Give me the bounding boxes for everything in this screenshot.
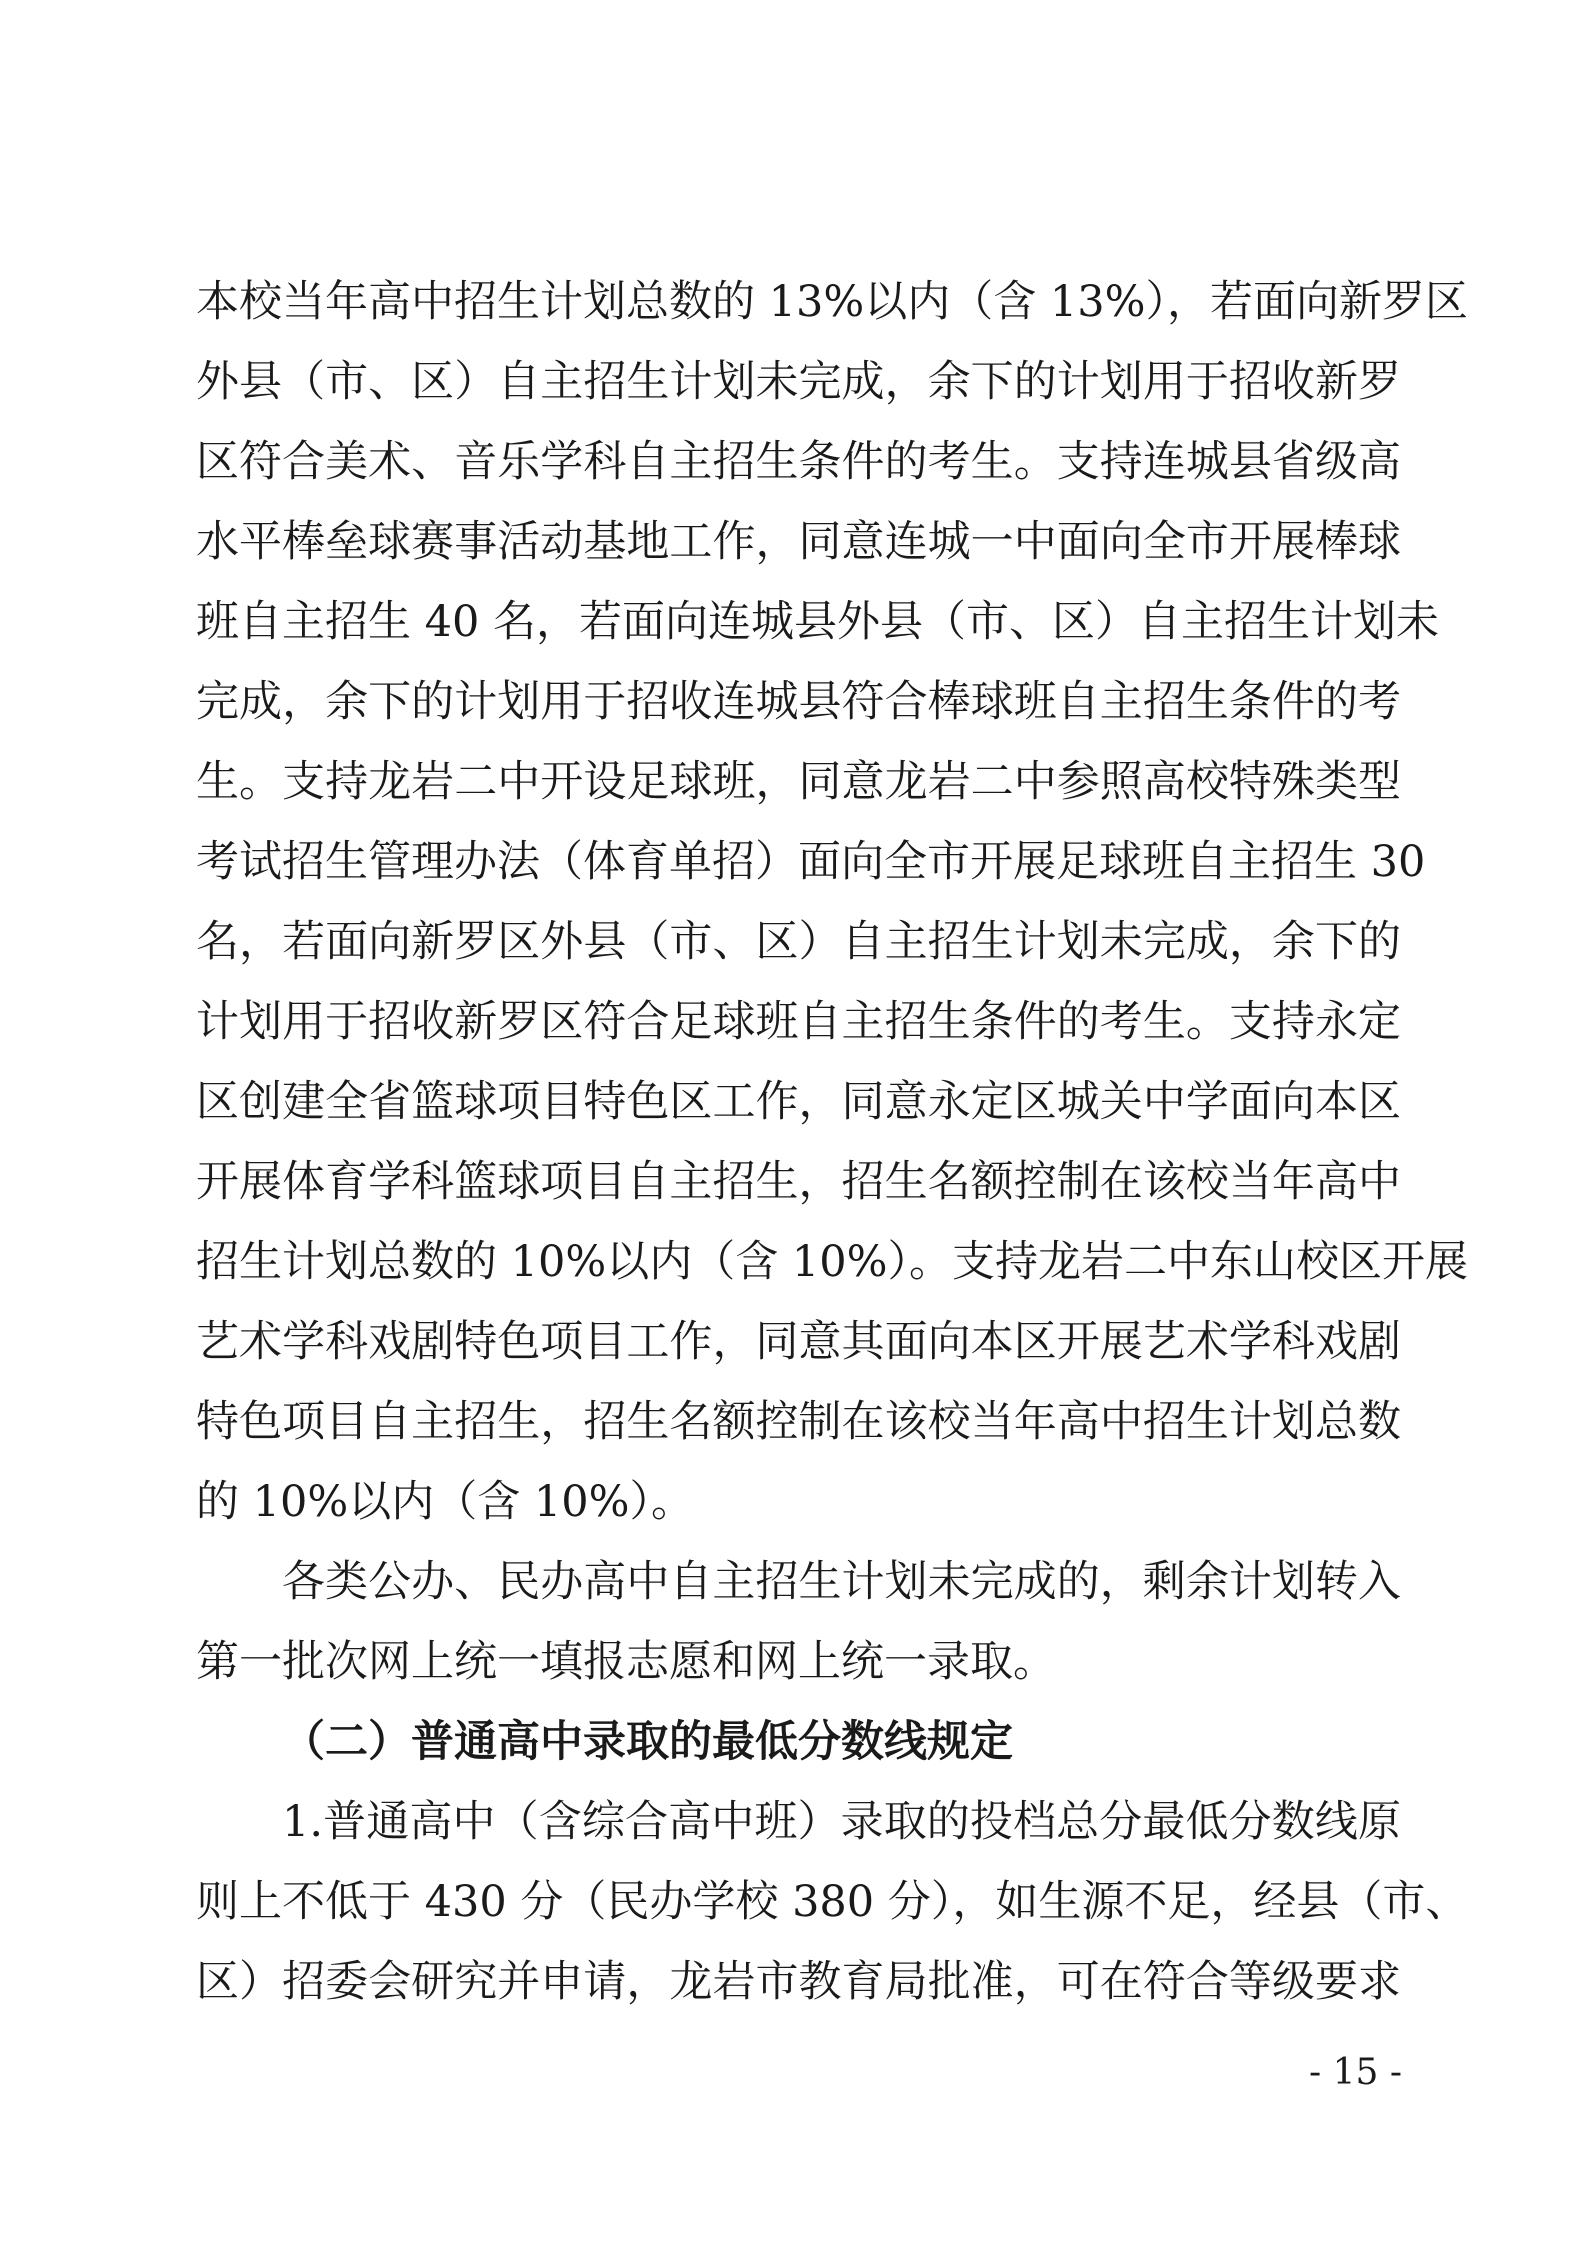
text-line: 考试招生管理办法（体育单招）面向全市开展足球班自主招生 30	[196, 837, 1426, 887]
text-line: 水平棒垒球赛事活动基地工作，同意连城一中面向全市开展棒球	[196, 517, 1401, 567]
text-line: 区符合美术、音乐学科自主招生条件的考生。支持连城县省级高	[196, 437, 1401, 487]
text-line: 艺术学科戏剧特色项目工作，同意其面向本区开展艺术学科戏剧	[196, 1317, 1401, 1367]
text-line: 外县（市、区）自主招生计划未完成，余下的计划用于招收新罗	[196, 357, 1401, 407]
text-line: 特色项目自主招生，招生名额控制在该校当年高中招生计划总数	[196, 1397, 1401, 1447]
page-number: - 15 -	[1308, 2052, 1402, 2093]
section-heading: （二）普通高中录取的最低分数线规定	[282, 1717, 1013, 1767]
text-line: 名，若面向新罗区外县（市、区）自主招生计划未完成，余下的	[196, 917, 1401, 967]
text-line: 区创建全省篮球项目特色区工作，同意永定区城关中学面向本区	[196, 1077, 1401, 1127]
paragraph-first-line: 各类公办、民办高中自主招生计划未完成的，剩余计划转入	[282, 1557, 1401, 1607]
text-line: 区）招委会研究并申请，龙岩市教育局批准，可在符合等级要求	[196, 1957, 1401, 2007]
text-line: 则上不低于 430 分（民办学校 380 分），如生源不足，经县（市、	[196, 1877, 1469, 1927]
text-line: 招生计划总数的 10%以内（含 10%）。支持龙岩二中东山校区开展	[196, 1237, 1468, 1287]
paragraph-first-line: 1.普通高中（含综合高中班）录取的投档总分最低分数线原	[282, 1797, 1401, 1847]
text-line: 本校当年高中招生计划总数的 13%以内（含 13%），若面向新罗区	[196, 277, 1468, 327]
text-line: 生。支持龙岩二中开设足球班，同意龙岩二中参照高校特殊类型	[196, 757, 1401, 807]
text-line: 第一批次网上统一填报志愿和网上统一录取。	[196, 1637, 1056, 1687]
text-line: 计划用于招收新罗区符合足球班自主招生条件的考生。支持永定	[196, 997, 1401, 1047]
text-line: 开展体育学科篮球项目自主招生，招生名额控制在该校当年高中	[196, 1157, 1401, 1207]
text-line: 完成，余下的计划用于招收连城县符合棒球班自主招生条件的考	[196, 677, 1401, 727]
text-line: 的 10%以内（含 10%）。	[196, 1477, 694, 1527]
text-line: 班自主招生 40 名，若面向连城县外县（市、区）自主招生计划未	[196, 597, 1440, 647]
